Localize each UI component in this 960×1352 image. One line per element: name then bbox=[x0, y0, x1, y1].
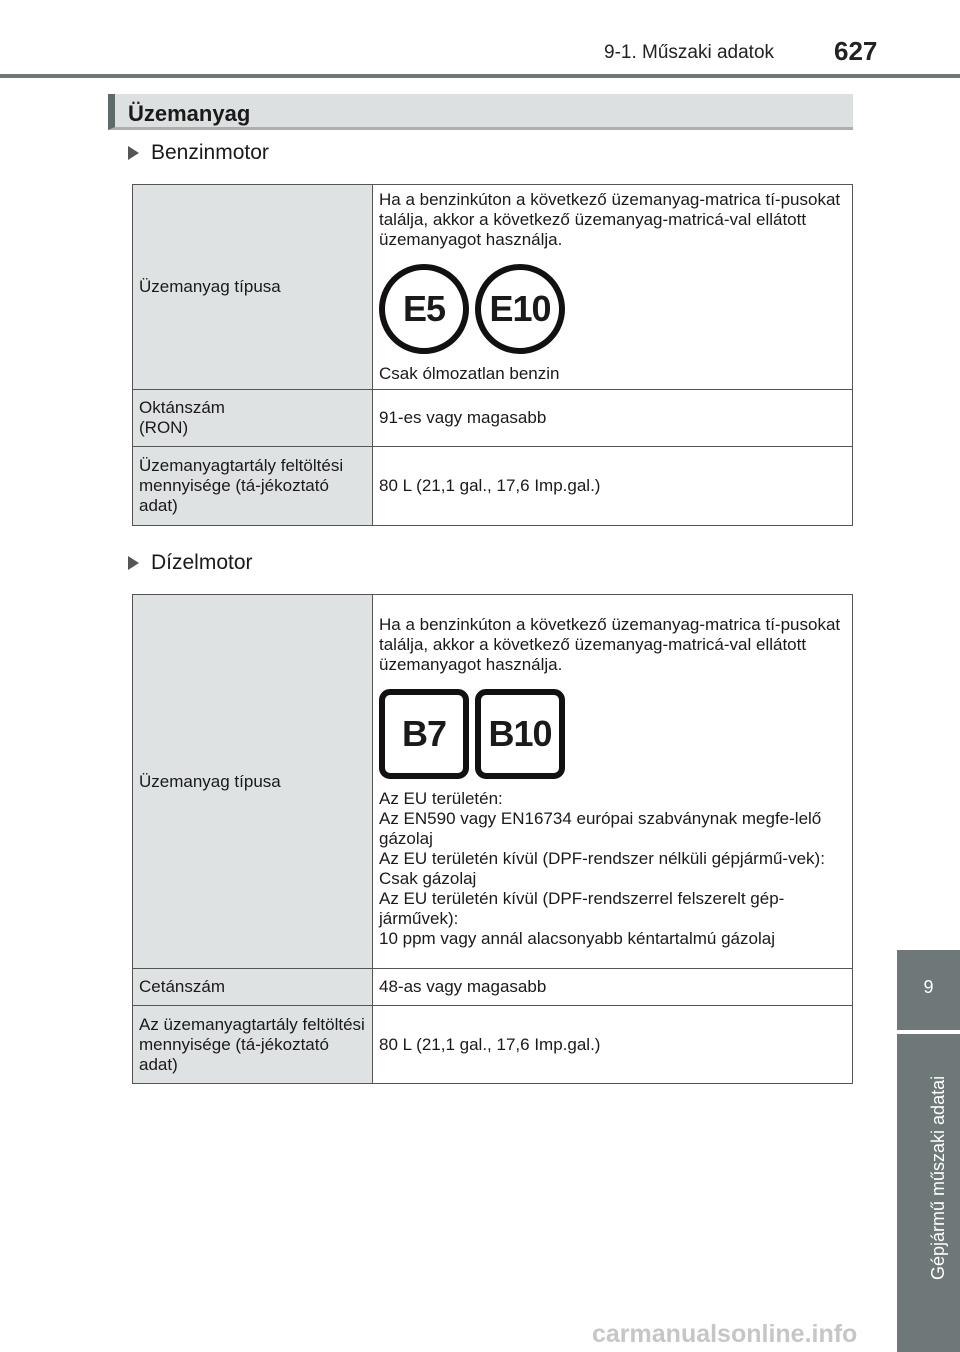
petrol-fuel-note: Csak ólmozatlan benzin bbox=[379, 364, 560, 383]
table-row bbox=[133, 447, 853, 526]
petrol-heading-text: Benzinmotor bbox=[151, 141, 269, 164]
petrol-spec-table bbox=[132, 184, 853, 526]
table-row bbox=[133, 1006, 853, 1084]
diesel-line: Az EN590 vagy EN16734 európai szabványnak megfe-lelő gázolaj bbox=[379, 808, 822, 848]
header-rule bbox=[0, 74, 960, 78]
diesel-line: Az EU területén kívül (DPF-rendszerrel felszerelt gép-járművek): bbox=[379, 888, 785, 928]
arrow-right-icon bbox=[128, 556, 139, 570]
chapter-tab-label: Gépjármű műszaki adatai bbox=[928, 1075, 948, 1280]
b10-badge: B10 bbox=[475, 689, 565, 779]
cetane-value: 48-as vagy magasabb bbox=[373, 969, 853, 1006]
octane-label bbox=[133, 390, 373, 447]
diesel-line: Az EU területén: bbox=[379, 788, 503, 808]
octane-label-line-2: (RON) bbox=[139, 418, 189, 437]
table-row bbox=[133, 185, 853, 390]
diesel-fuel-type-text: Ha a benzinkúton a következő üzemanyag-matrica tí-pusokat találja, akkor a következő üzemanyag-matricá-val ellátott üzemanyagot használja. bbox=[379, 614, 841, 674]
section-bar bbox=[108, 94, 853, 130]
petrol-fuel-type-label: Üzemanyag típusa bbox=[133, 185, 373, 390]
diesel-heading-text: Dízelmotor bbox=[151, 551, 253, 574]
arrow-right-icon bbox=[128, 146, 139, 160]
page-number: 627 bbox=[834, 36, 878, 66]
petrol-badges bbox=[379, 264, 846, 354]
table-row bbox=[133, 595, 853, 969]
petrol-fuel-type-text: Ha a benzinkúton a következő üzemanyag-matrica tí-pusokat találja, akkor a következő üzemanyag-matricá-val ellátott üzemanyagot használja. bbox=[379, 190, 841, 249]
chapter-tab bbox=[897, 950, 960, 1030]
diesel-fuel-type-value bbox=[373, 595, 853, 969]
diesel-tank-value: 80 L (21,1 gal., 17,6 Imp.gal.) bbox=[373, 1006, 853, 1084]
diesel-line: Az EU területén kívül (DPF-rendszer nélküli gépjármű-vek): bbox=[379, 848, 825, 868]
e10-badge: E10 bbox=[475, 264, 565, 354]
diesel-heading bbox=[128, 551, 253, 575]
chapter-tab-number: 9 bbox=[923, 977, 934, 997]
petrol-tank-value: 80 L (21,1 gal., 17,6 Imp.gal.) bbox=[373, 447, 853, 526]
diesel-tank-label: Az üzemanyagtartály feltöltési mennyisége (tá-jékoztató adat) bbox=[133, 1006, 373, 1084]
petrol-fuel-type-value bbox=[373, 185, 853, 390]
section-title: Üzemanyag bbox=[128, 101, 251, 126]
b7-badge: B7 bbox=[379, 689, 469, 779]
cetane-label: Cetánszám bbox=[133, 969, 373, 1006]
table-row bbox=[133, 969, 853, 1006]
diesel-badges bbox=[379, 689, 846, 779]
diesel-fuel-type-label: Üzemanyag típusa bbox=[133, 595, 373, 969]
chapter-heading: 9-1. Műszaki adatok bbox=[604, 42, 775, 63]
watermark: carmanualsonline.info bbox=[592, 1320, 858, 1348]
diesel-spec-table bbox=[132, 594, 853, 1084]
octane-label-line-1: Oktánszám bbox=[139, 398, 225, 417]
table-row bbox=[133, 390, 853, 447]
diesel-line: Csak gázolaj bbox=[379, 868, 477, 888]
octane-value: 91-es vagy magasabb bbox=[373, 390, 853, 447]
diesel-line: 10 ppm vagy annál alacsonyabb kéntartalmú gázolaj bbox=[379, 928, 775, 948]
petrol-heading bbox=[128, 141, 269, 165]
e5-badge: E5 bbox=[379, 264, 469, 354]
petrol-tank-label: Üzemanyagtartály feltöltési mennyisége (tá-jékoztató adat) bbox=[133, 447, 373, 526]
